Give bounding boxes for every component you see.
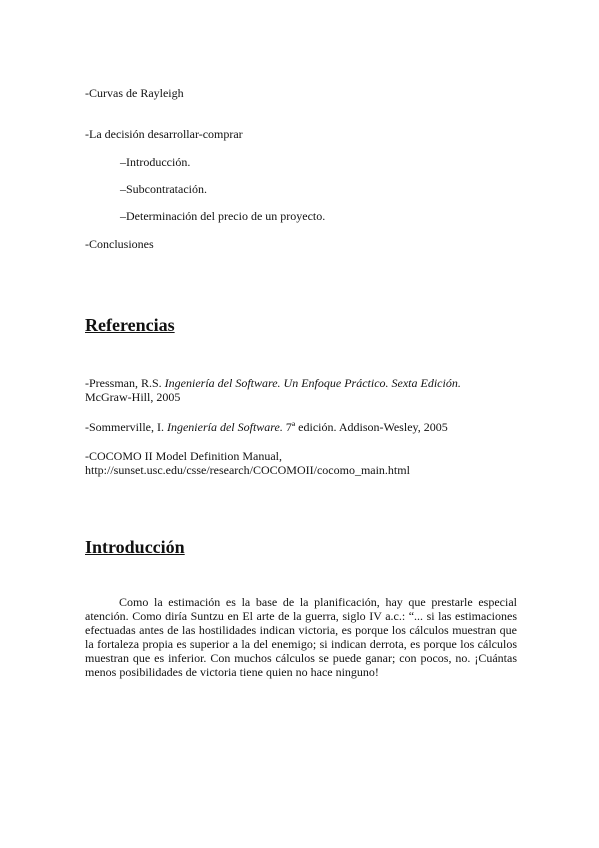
outline-subitem-subcontracting: –Subcontratación.: [120, 182, 207, 196]
outline-subitem-introduction: –Introducción.: [120, 155, 191, 169]
reference-cocomo-title: -COCOMO II Model Definition Manual,: [85, 449, 282, 463]
reference-sommerville-publisher: 7ª edición. Addison-Wesley, 2005: [282, 420, 448, 434]
reference-sommerville-author: -Sommerville, I.: [85, 420, 167, 434]
reference-pressman-title: Ingeniería del Software. Un Enfoque Práctico. Sexta Edición.: [164, 376, 461, 390]
reference-sommerville: [85, 420, 515, 434]
outline-item-rayleigh: -Curvas de Rayleigh: [85, 86, 184, 100]
outline-item-make-or-buy: -La decisión desarrollar-comprar: [85, 127, 243, 141]
reference-pressman-author: -Pressman, R.S.: [85, 376, 165, 390]
references-heading: Referencias: [85, 315, 175, 335]
reference-sommerville-title: Ingeniería del Software.: [166, 420, 283, 434]
outline-subitem-pricing: –Determinación del precio de un proyecto.: [120, 209, 326, 223]
introduction-heading: Introducción: [85, 537, 185, 557]
introduction-paragraph: Como la estimación es la base de la planificación, hay que prestarle especial atención. Como diría Suntzu en El arte de la guerra, siglo IV a.c.: “... si las estimaciones efectuadas antes de las hostilidades indican victoria, es porque los cálculos muestran que la fortaleza propia es superior a la del enemigo; si indican derrota, es porque los cálculos muestran que es inferior. Con muchos cálculos se puede ganar; con pocos, no. ¡Cuántas menos posibilidades de victoria tiene quien no hace ninguno!: [85, 595, 517, 679]
reference-pressman-publisher: McGraw-Hill, 2005: [85, 390, 181, 404]
reference-cocomo: [85, 449, 515, 477]
outline-item-conclusions: -Conclusiones: [85, 237, 154, 251]
reference-cocomo-url: http://sunset.usc.edu/csse/research/COCOMOII/cocomo_main.html: [85, 463, 410, 477]
reference-pressman: [85, 376, 515, 404]
